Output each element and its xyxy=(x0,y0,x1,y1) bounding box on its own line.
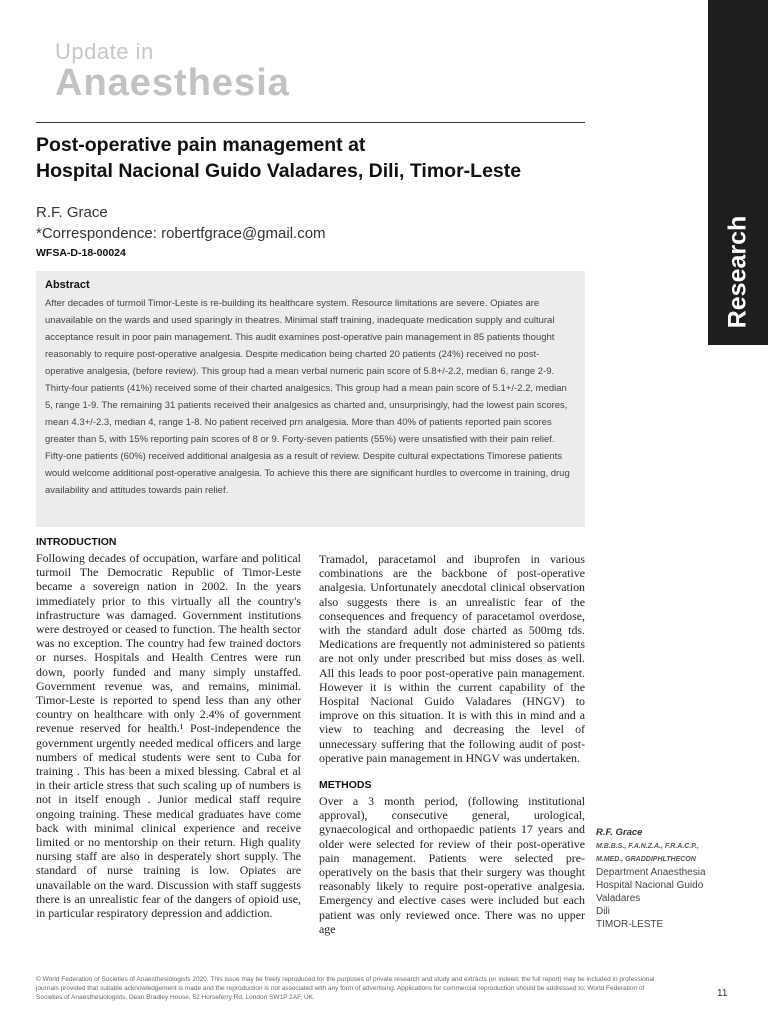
methods-heading: METHODS xyxy=(319,779,372,792)
abstract-heading: Abstract xyxy=(45,279,90,291)
introduction-text-continued: Tramadol, paracetamol and ibuprofen in various combinations are the backbone of post-operative analgesia. Unfortunately anecdotal clinical observation also suggests there is an unrealistic fear of the consequences and frequency of paracetamol overdose, with the standard adult dose charted as 500mg tds. Medications are frequently not administered so patients are not only under prescribed but miss doses as well. All this leads to poor post-operative pain management. However it is within the current capability of the Hospital Nacional Guido Valadares (HNGV) to improve on this situation. It is with this in mind and a view to teaching and decreasing the level of unnecessary suffering that the following audit of post-operative pain management in HNGV was undertaken. xyxy=(319,552,585,765)
section-tab-label: Research xyxy=(723,215,752,329)
article-title xyxy=(36,132,596,184)
affiliation-hospital-continued: Valadares xyxy=(596,893,641,904)
article-author: R.F. Grace xyxy=(36,204,108,221)
masthead-title: Anaesthesia xyxy=(55,62,290,104)
author-qualifications-line-2: M.MED., GRADDIPHLTHECON xyxy=(596,856,696,863)
introduction-heading: INTRODUCTION xyxy=(36,536,117,548)
article-title-line-1: Post-operative pain management at xyxy=(36,134,366,156)
author-qualifications xyxy=(596,840,756,866)
header-divider xyxy=(36,122,585,123)
affiliation-hospital: Hospital Nacional Guido xyxy=(596,880,704,891)
section-tab xyxy=(708,0,768,345)
body-column-right xyxy=(319,552,585,936)
affiliation-department: Department Anaesthesia xyxy=(596,867,706,878)
introduction-text: Following decades of occupation, warfare and political turmoil The Democratic Republic of Timor-Leste became a sovereign nation in 2002. In the years immediately prior to this virtually all the country's infrastructure was damaged. Government institutions were destroyed or ceased to function. The health sector was no exception. The country had few trained doctors or nurses. Hospitals and Health Centres were run down, poorly funded and many simply unstaffed. Government revenue was, and remains, minimal. Timor-Leste is reported to spend less than any other country on healthcare with only 2.4% of government revenue reserved for health.¹ Post-independence the government urgently needed medical officers and large numbers of medical students were sent to Cuba for training . This has been a mixed blessing. Cabral et al in their article stress that such scaling up of numbers is not in itself enough . Junior medical staff require ongoing training. These medical graduates have come back with minimal clinical experience and receive limited or no mentorship on their return. High quality nursing staff are also in desperately short supply. The standard of nurse training is low. Opiates are unavailable on the ward. Discussion with staff suggests there is an unrealistic fear of the dangers of opioid use, in particular respiratory depression and addiction. xyxy=(36,551,301,921)
body-column-left xyxy=(36,536,301,920)
article-id: WFSA-D-18-00024 xyxy=(36,247,126,259)
author-affiliation xyxy=(596,827,756,931)
affiliation-city: Dili xyxy=(596,906,610,917)
affiliation-country: TIMOR-LESTE xyxy=(596,919,664,930)
masthead-subtitle: Update in xyxy=(55,39,154,64)
affiliation-author-name: R.F. Grace xyxy=(596,827,643,838)
correspondence: *Correspondence: robertfgrace@gmail.com xyxy=(36,225,326,242)
copyright-footer: © World Federation of Societies of Anaesthesiologists 2020. This issue may be freely reproduced for the purposes of private research and study and extracts (or indeed, the full report) may be included in professional journals provided that suitable acknowledgement is made and the reproduction is not associated with any form of advertising. Applications for commercial reproduction should be addressed to: World Federation of Societies of Anaesthesiologists, Dean Bradley House, 52 Horseferry Rd, London SW1P 2AF, UK. xyxy=(36,976,655,1001)
journal-masthead xyxy=(55,40,290,102)
article-title-line-2: Hospital Nacional Guido Valadares, Dili, Timor-Leste xyxy=(36,160,522,182)
abstract-text: After decades of turmoil Timor-Leste is re-building its healthcare system. Resource limitations are severe. Opiates are unavailable on the wards and used sparingly in theatres. Minimal staff training, inadequate medication supply and cultural acceptance result in poor pain management. This audit examines post-operative pain management in 85 patients thought reasonably to require post-operative analgesia. Despite medication being charted 20 patients (24%) received no post-operative analgesia, (before review). This group had a mean verbal numeric pain score of 5.8+/-2.2, median 6, range 2-9. Thirty-four patients (41%) received some of their charted analgesics. This group had a mean pain score of 5.1+/-2.2, median 5, range 1-9. The remaining 31 patients received their analgesics as charted and, unsurprisingly, had the lowest pain scores, mean 4.3+/-2.3, median 4, range 1-8. No patient received prn analgesia. More than 40% of patients reported pain scores greater than 5, with 15% reporting pain scores of 8 or 9. Forty-seven patients (55%) were unsatisfied with their pain relief. Fifty-one patients (60%) received additional analgesia as a result of review. Despite cultural expectations Timorese patients would welcome additional post-operative analgesia. To achieve this there are significant hurdles to overcome in training, drug availability and attitudes towards pain relief. xyxy=(45,298,570,496)
author-qualifications-line-1: M.B.B.S., F.A.N.Z.A., F.R.A.C.P., xyxy=(596,843,699,850)
page-number: 11 xyxy=(717,988,728,999)
methods-text: Over a 3 month period, (following institutional approval), consecutive general, urological, gynaecological and orthopaedic patients 17 years and older were selected for review of their post-operative pain management. Patients were selected pre-operatively on the basis that their surgery was thought reasonably likely to require post-operative analgesia. Emergency and elective cases were included but each patient was only reviewed once. There was no upper age xyxy=(319,794,585,936)
abstract-box xyxy=(36,271,585,527)
